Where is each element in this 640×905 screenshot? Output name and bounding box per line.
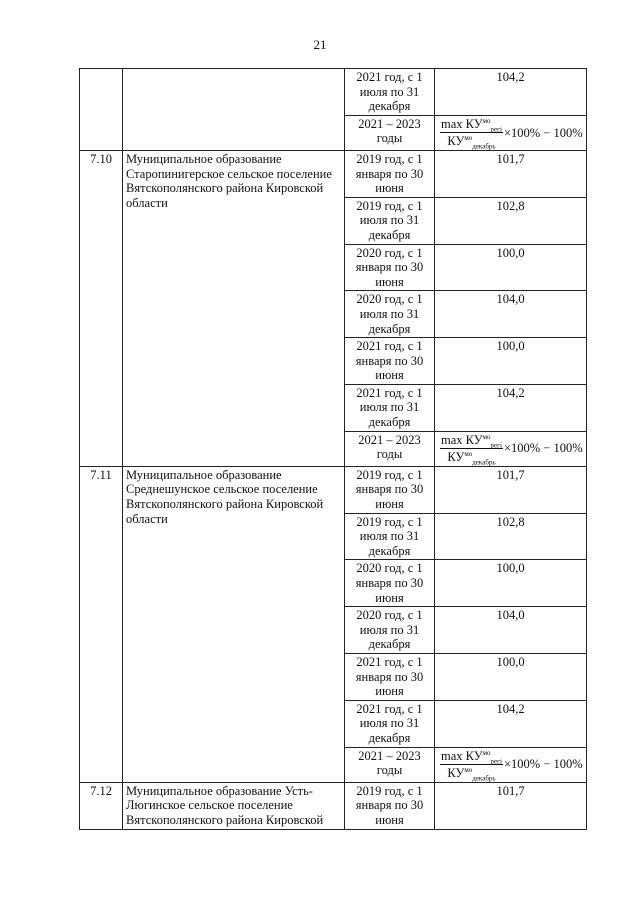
- period-cell: 2019 год, с 1 июля по 31 декабря: [345, 513, 435, 560]
- value-cell: 100,0: [435, 244, 587, 291]
- period-cell: 2021 год, с 1 января по 30 июня: [345, 653, 435, 700]
- formula-fraction: [440, 117, 503, 149]
- growth-formula: [438, 433, 583, 465]
- period-cell: 2019 год, с 1 июля по 31 декабря: [345, 197, 435, 244]
- period-cell: 2019 год, с 1 января по 30 июня: [345, 150, 435, 197]
- item-name-cell: Муниципальное образование Старопинигерское сельское поселение Вятскополянского района Кировской области: [123, 150, 345, 466]
- formula-tail: ×100% − 100%: [503, 441, 583, 456]
- table-row: [80, 69, 587, 116]
- period-cell: 2020 год, с 1 января по 30 июня: [345, 560, 435, 607]
- formula-tail: ×100% − 100%: [503, 125, 583, 140]
- table-row: [80, 150, 587, 197]
- period-cell: 2021 год, с 1 июля по 31 декабря: [345, 69, 435, 116]
- value-cell: 100,0: [435, 560, 587, 607]
- formula-fraction: [440, 433, 503, 465]
- formula-denominator: $КУ^{мо}_{декабрь}$: [447, 450, 496, 467]
- period-cell: 2020 год, с 1 июля по 31 декабря: [345, 291, 435, 338]
- value-cell: 101,7: [435, 150, 587, 197]
- item-number-cell: [80, 69, 123, 151]
- item-name-cell: Муниципальное образование Среднешунское сельское поселение Вятскополянского района Кировской области: [123, 466, 345, 782]
- period-cell: 2019 год, с 1 января по 30 июня: [345, 466, 435, 513]
- formula-denominator: $КУ^{мо}_{декабрь}$: [447, 134, 496, 151]
- period-cell: 2021 – 2023 годы: [345, 115, 435, 150]
- formula-numerator: $\max КУ^{мо}_{регj}$: [441, 432, 502, 450]
- growth-formula: [438, 749, 583, 781]
- formula-tail: ×100% − 100%: [503, 757, 583, 772]
- formula-denominator: $КУ^{мо}_{декабрь}$: [447, 765, 496, 783]
- period-cell: 2019 год, с 1 января по 30 июня: [345, 782, 435, 829]
- formula-fraction: [440, 749, 503, 781]
- value-cell: [435, 431, 587, 466]
- value-cell: 101,7: [435, 466, 587, 513]
- value-cell: 104,2: [435, 69, 587, 116]
- value-cell: 104,0: [435, 291, 587, 338]
- value-cell: 100,0: [435, 653, 587, 700]
- period-cell: 2021 год, с 1 июля по 31 декабря: [345, 384, 435, 431]
- value-cell: 104,2: [435, 700, 587, 747]
- period-cell: 2021 год, с 1 января по 30 июня: [345, 338, 435, 385]
- formula-numerator: $\max КУ^{мо}_{регj}$: [441, 748, 502, 766]
- item-number-cell: 7.11: [80, 466, 123, 782]
- period-cell: 2021 – 2023 годы: [345, 747, 435, 782]
- value-cell: 100,0: [435, 338, 587, 385]
- tariff-table: [79, 68, 587, 830]
- formula-numerator: $\max КУ^{мо}_{регj}$: [441, 116, 502, 134]
- period-cell: 2021 год, с 1 июля по 31 декабря: [345, 700, 435, 747]
- value-cell: 102,8: [435, 197, 587, 244]
- item-number-cell: 7.10: [80, 150, 123, 466]
- item-number-cell: 7.12: [80, 782, 123, 829]
- table-row: [80, 466, 587, 513]
- value-cell: [435, 747, 587, 782]
- value-cell: 104,0: [435, 607, 587, 654]
- period-cell: 2020 год, с 1 января по 30 июня: [345, 244, 435, 291]
- value-cell: [435, 115, 587, 150]
- table-row: [80, 782, 587, 829]
- value-cell: 104,2: [435, 384, 587, 431]
- period-cell: 2020 год, с 1 июля по 31 декабря: [345, 607, 435, 654]
- page-number: 21: [313, 37, 327, 52]
- item-name-cell: [123, 69, 345, 151]
- value-cell: 101,7: [435, 782, 587, 829]
- item-name-cell: Муниципальное образование Усть-Люгинское сельское поселение Вятскополянского района Кировской: [123, 782, 345, 829]
- period-cell: 2021 – 2023 годы: [345, 431, 435, 466]
- growth-formula: [438, 117, 583, 149]
- value-cell: 102,8: [435, 513, 587, 560]
